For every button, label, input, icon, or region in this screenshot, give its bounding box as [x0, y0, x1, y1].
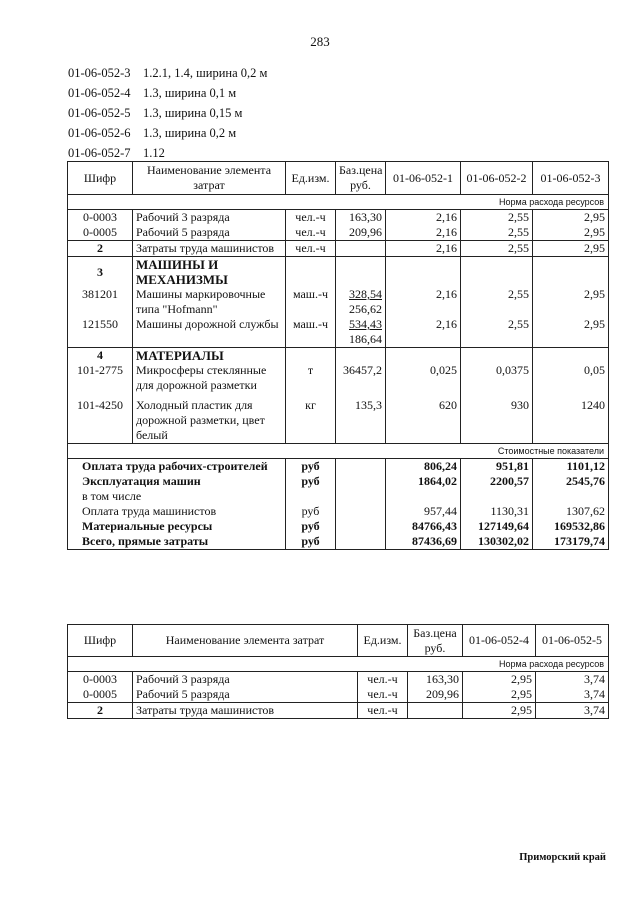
cell-code: 101-2775	[68, 363, 133, 393]
price-secondary: 186,64	[349, 332, 382, 346]
cell-name: Машины дорожной службы	[133, 317, 286, 348]
cell-v2: 2,55	[461, 317, 533, 348]
cost-row	[68, 459, 609, 475]
cell-code: 381201	[68, 287, 133, 317]
footer-region-label: Приморский край	[519, 852, 606, 863]
cell-v2: 2,55	[461, 241, 533, 257]
table-row	[68, 363, 609, 393]
col-header-name: Наименование элемента затрат	[133, 625, 358, 657]
section-title: МАШИНЫ И МЕХАНИЗМЫ	[133, 257, 286, 288]
cell-v3: 1240	[533, 393, 609, 444]
cell-v1: 620	[386, 393, 461, 444]
cell-unit: чел.-ч	[286, 225, 336, 241]
section-row-materials	[68, 348, 609, 364]
cell-v3: 2,95	[533, 317, 609, 348]
code-id: 01-06-052-5	[68, 106, 131, 120]
cell-price	[336, 241, 386, 257]
code-id: 01-06-052-6	[68, 126, 131, 140]
cost-row	[68, 519, 609, 534]
cost-row	[68, 489, 609, 504]
cell-price: 36457,2	[336, 363, 386, 393]
col-header-price: Баз.цена руб.	[336, 162, 386, 195]
cell-v3: 2,95	[533, 241, 609, 257]
cell-v3: 0,05	[533, 363, 609, 393]
section-row-machines	[68, 257, 609, 288]
cell-v1: 2,16	[386, 241, 461, 257]
code-id: 01-06-052-3	[68, 66, 131, 80]
cell-v1: 0,025	[386, 363, 461, 393]
cost-unit: руб	[286, 459, 336, 475]
cell-unit: чел.-ч	[286, 241, 336, 257]
cell-v3: 2,95	[533, 287, 609, 317]
cell-code: 0-0003	[68, 672, 133, 688]
cell-unit: кг	[286, 393, 336, 444]
cell-v3: 2,95	[533, 225, 609, 241]
resource-table-1	[67, 161, 609, 550]
cell-unit: чел.-ч	[358, 672, 408, 688]
cell-name: Рабочий 5 разряда	[133, 687, 358, 703]
cell-price	[336, 317, 386, 348]
norm-label-row	[68, 657, 609, 672]
cell-code: 101-4250	[68, 393, 133, 444]
cell-code: 2	[68, 703, 133, 719]
cell-unit: чел.-ч	[358, 687, 408, 703]
col-header-code: Шифр	[68, 162, 133, 195]
col-header-unit: Ед.изм.	[286, 162, 336, 195]
table-row	[68, 317, 609, 348]
table-row	[68, 241, 609, 257]
cell-unit: т	[286, 363, 336, 393]
col-header-name: Наименование элемента затрат	[133, 162, 286, 195]
table-row	[68, 210, 609, 226]
table-row	[68, 287, 609, 317]
code-desc: 1.2.1, 1.4, ширина 0,2 м	[143, 66, 268, 80]
page-number: 283	[310, 34, 330, 49]
cost-v3: 173179,74	[533, 534, 609, 550]
code-list-item	[68, 83, 267, 103]
code-list-item	[68, 123, 267, 143]
cell-unit: чел.-ч	[358, 703, 408, 719]
cell-name: Машины маркировочные типа "Hofmann"	[133, 287, 286, 317]
col-header-052-3: 01-06-052-3	[533, 162, 609, 195]
price-value: 328,54	[349, 287, 382, 301]
cell-v2: 3,74	[536, 687, 609, 703]
cell-v1: 2,95	[463, 703, 536, 719]
cell-code: 4	[68, 348, 133, 364]
cost-name: Материальные ресурсы	[68, 519, 286, 534]
cell-code: 121550	[68, 317, 133, 348]
cell-v3: 2,95	[533, 210, 609, 226]
cell-name: Рабочий 5 разряда	[133, 225, 286, 241]
cost-label-row	[68, 444, 609, 459]
cell-v2: 3,74	[536, 703, 609, 719]
cost-unit: руб	[286, 504, 336, 519]
cell-v2: 0,0375	[461, 363, 533, 393]
cell-name: Микросферы стеклянные для дорожной разметки	[133, 363, 286, 393]
code-desc: 1.12	[143, 146, 165, 160]
cell-v2: 2,55	[461, 210, 533, 226]
cell-unit: маш.-ч	[286, 317, 336, 348]
cost-v2: 951,81	[461, 459, 533, 475]
norm-label-row	[68, 195, 609, 210]
cost-v3: 169532,86	[533, 519, 609, 534]
cost-v3: 1307,62	[533, 504, 609, 519]
cell-v2: 2,55	[461, 225, 533, 241]
table-row	[68, 672, 609, 688]
cost-name: Всего, прямые затраты	[68, 534, 286, 550]
cost-v1: 957,44	[386, 504, 461, 519]
col-header-price: Баз.цена руб.	[408, 625, 463, 657]
cell-code: 0-0005	[68, 225, 133, 241]
cell-code: 0-0005	[68, 687, 133, 703]
cost-name: Оплата труда рабочих-строителей	[68, 459, 286, 475]
code-desc: 1.3, ширина 0,2 м	[143, 126, 237, 140]
col-header-unit: Ед.изм.	[358, 625, 408, 657]
cell-v1: 2,16	[386, 317, 461, 348]
col-header-052-2: 01-06-052-2	[461, 162, 533, 195]
cost-row	[68, 504, 609, 519]
cost-unit: руб	[286, 519, 336, 534]
cell-price: 163,30	[408, 672, 463, 688]
cost-v2: 2200,57	[461, 474, 533, 489]
norm-label: Норма расхода ресурсов	[68, 657, 609, 672]
cost-v2: 130302,02	[461, 534, 533, 550]
col-header-052-1: 01-06-052-1	[386, 162, 461, 195]
cell-v1: 2,16	[386, 225, 461, 241]
code-list-item	[68, 143, 267, 163]
cost-row	[68, 474, 609, 489]
cell-name: Холодный пластик для дорожной разметки, цвет белый	[133, 393, 286, 444]
cost-v3: 2545,76	[533, 474, 609, 489]
cell-unit: маш.-ч	[286, 287, 336, 317]
cost-v2: 1130,31	[461, 504, 533, 519]
cell-unit: чел.-ч	[286, 210, 336, 226]
table-row	[68, 225, 609, 241]
code-list-item	[68, 63, 267, 83]
price-value: 534,43	[349, 317, 382, 331]
cell-price: 209,96	[408, 687, 463, 703]
code-id: 01-06-052-4	[68, 86, 131, 100]
cell-v2: 930	[461, 393, 533, 444]
cell-v2: 2,55	[461, 287, 533, 317]
table-header-row	[68, 162, 609, 195]
code-desc: 1.3, ширина 0,1 м	[143, 86, 237, 100]
table-header-row	[68, 625, 609, 657]
cost-row	[68, 534, 609, 550]
cost-v1: 84766,43	[386, 519, 461, 534]
col-header-code: Шифр	[68, 625, 133, 657]
cost-v1: 1864,02	[386, 474, 461, 489]
table-row	[68, 703, 609, 719]
cost-v1: 87436,69	[386, 534, 461, 550]
cost-name: в том числе	[68, 489, 286, 504]
cell-name: Рабочий 3 разряда	[133, 210, 286, 226]
cost-name: Эксплуатация машин	[68, 474, 286, 489]
cost-label: Стоимостные показатели	[68, 444, 609, 459]
cell-code: 0-0003	[68, 210, 133, 226]
cell-code: 3	[68, 257, 133, 288]
code-list	[68, 63, 267, 163]
section-title: МАТЕРИАЛЫ	[133, 348, 286, 364]
cell-v1: 2,16	[386, 287, 461, 317]
cell-price: 135,3	[336, 393, 386, 444]
cell-code: 2	[68, 241, 133, 257]
code-desc: 1.3, ширина 0,15 м	[143, 106, 243, 120]
table-row	[68, 393, 609, 444]
cost-v3: 1101,12	[533, 459, 609, 475]
cost-unit: руб	[286, 534, 336, 550]
cost-unit: руб	[286, 474, 336, 489]
cell-v1: 2,16	[386, 210, 461, 226]
cell-price	[336, 287, 386, 317]
cell-v1: 2,95	[463, 672, 536, 688]
cell-name: Затраты труда машинистов	[133, 241, 286, 257]
col-header-052-5: 01-06-052-5	[536, 625, 609, 657]
norm-label: Норма расхода ресурсов	[68, 195, 609, 210]
col-header-052-4: 01-06-052-4	[463, 625, 536, 657]
table-row	[68, 687, 609, 703]
cell-v2: 3,74	[536, 672, 609, 688]
cell-price: 163,30	[336, 210, 386, 226]
cost-name: Оплата труда машинистов	[68, 504, 286, 519]
cost-v2: 127149,64	[461, 519, 533, 534]
price-secondary: 256,62	[349, 302, 382, 316]
cell-name: Затраты труда машинистов	[133, 703, 358, 719]
code-id: 01-06-052-7	[68, 146, 131, 160]
code-list-item	[68, 103, 267, 123]
cost-v1: 806,24	[386, 459, 461, 475]
resource-table-2	[67, 624, 609, 719]
cell-price: 209,96	[336, 225, 386, 241]
cell-v1: 2,95	[463, 687, 536, 703]
cell-name: Рабочий 3 разряда	[133, 672, 358, 688]
